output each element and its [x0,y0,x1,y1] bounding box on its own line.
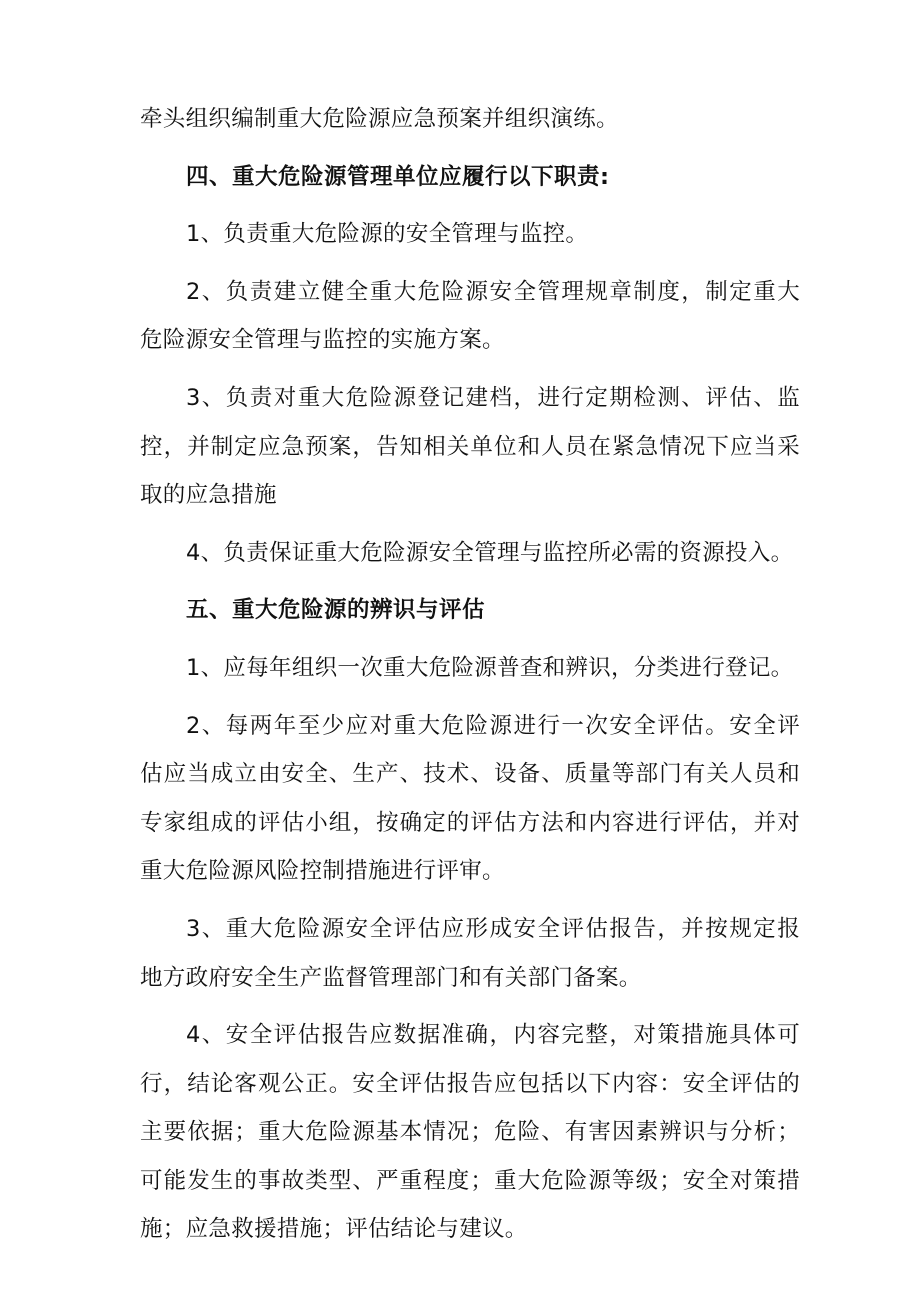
text-line: 牵头组织编制重大危险源应急预案并组织演练。 [140,106,619,132]
list-item-5-2-line-3: 专家组成的评估小组，按确定的评估方法和内容进行评估，并对 [140,809,800,836]
list-item-5-2-line-2: 估应当成立由安全、生产、技术、设备、质量等部门有关人员和 [140,761,800,788]
list-item-5-4-line-4: 可能发生的事故类型、严重程度；重大危险源等级；安全对策措 [140,1167,800,1194]
list-item-4-1: 1、负责重大危险源的安全管理与监控。 [186,221,589,248]
list-item-5-4-line-1: 4、安全评估报告应数据准确，内容完整，对策措施具体可 [186,1022,800,1049]
list-item-4-2-line-2: 危险源安全管理与监控的实施方案。 [140,327,505,354]
list-item-5-2-line-4: 重大危险源风险控制措施进行评审。 [140,858,505,885]
list-item-5-3-line-1: 3、重大危险源安全评估应形成安全评估报告，并按规定报 [186,915,800,942]
list-item-5-2-line-1: 2、每两年至少应对重大危险源进行一次安全评估。安全评 [186,712,800,739]
list-item-4-2-line-1: 2、负责建立健全重大危险源安全管理规章制度，制定重大 [186,278,800,305]
list-item-5-1: 1、应每年组织一次重大危险源普查和辨识，分类进行登记。 [186,654,794,681]
list-item-4-3-line-1: 3、负责对重大危险源登记建档，进行定期检测、评估、监 [186,384,800,411]
list-item-5-4-line-3: 主要依据；重大危险源基本情况；危险、有害因素辨识与分析； [140,1119,800,1146]
list-item-4-3-line-2: 控，并制定应急预案，告知相关单位和人员在紧急情况下应当采 [140,433,800,460]
list-item-5-4-line-5: 施；应急救援措施；评估结论与建议。 [140,1216,528,1243]
section-heading-4: 四、重大危险源管理单位应履行以下职责: [186,163,610,190]
list-item-4-3-line-3: 取的应急措施 [140,482,277,509]
document-body [140,95,800,1254]
list-item-5-4-line-2: 行，结论客观公正。安全评估报告应包括以下内容：安全评估的 [140,1070,800,1097]
list-item-4-4: 4、负责保证重大危险源安全管理与监控所必需的资源投入。 [186,539,794,566]
list-item-5-3-line-2: 地方政府安全生产监督管理部门和有关部门备案。 [140,964,642,991]
section-heading-5: 五、重大危险源的辨识与评估 [186,597,486,624]
